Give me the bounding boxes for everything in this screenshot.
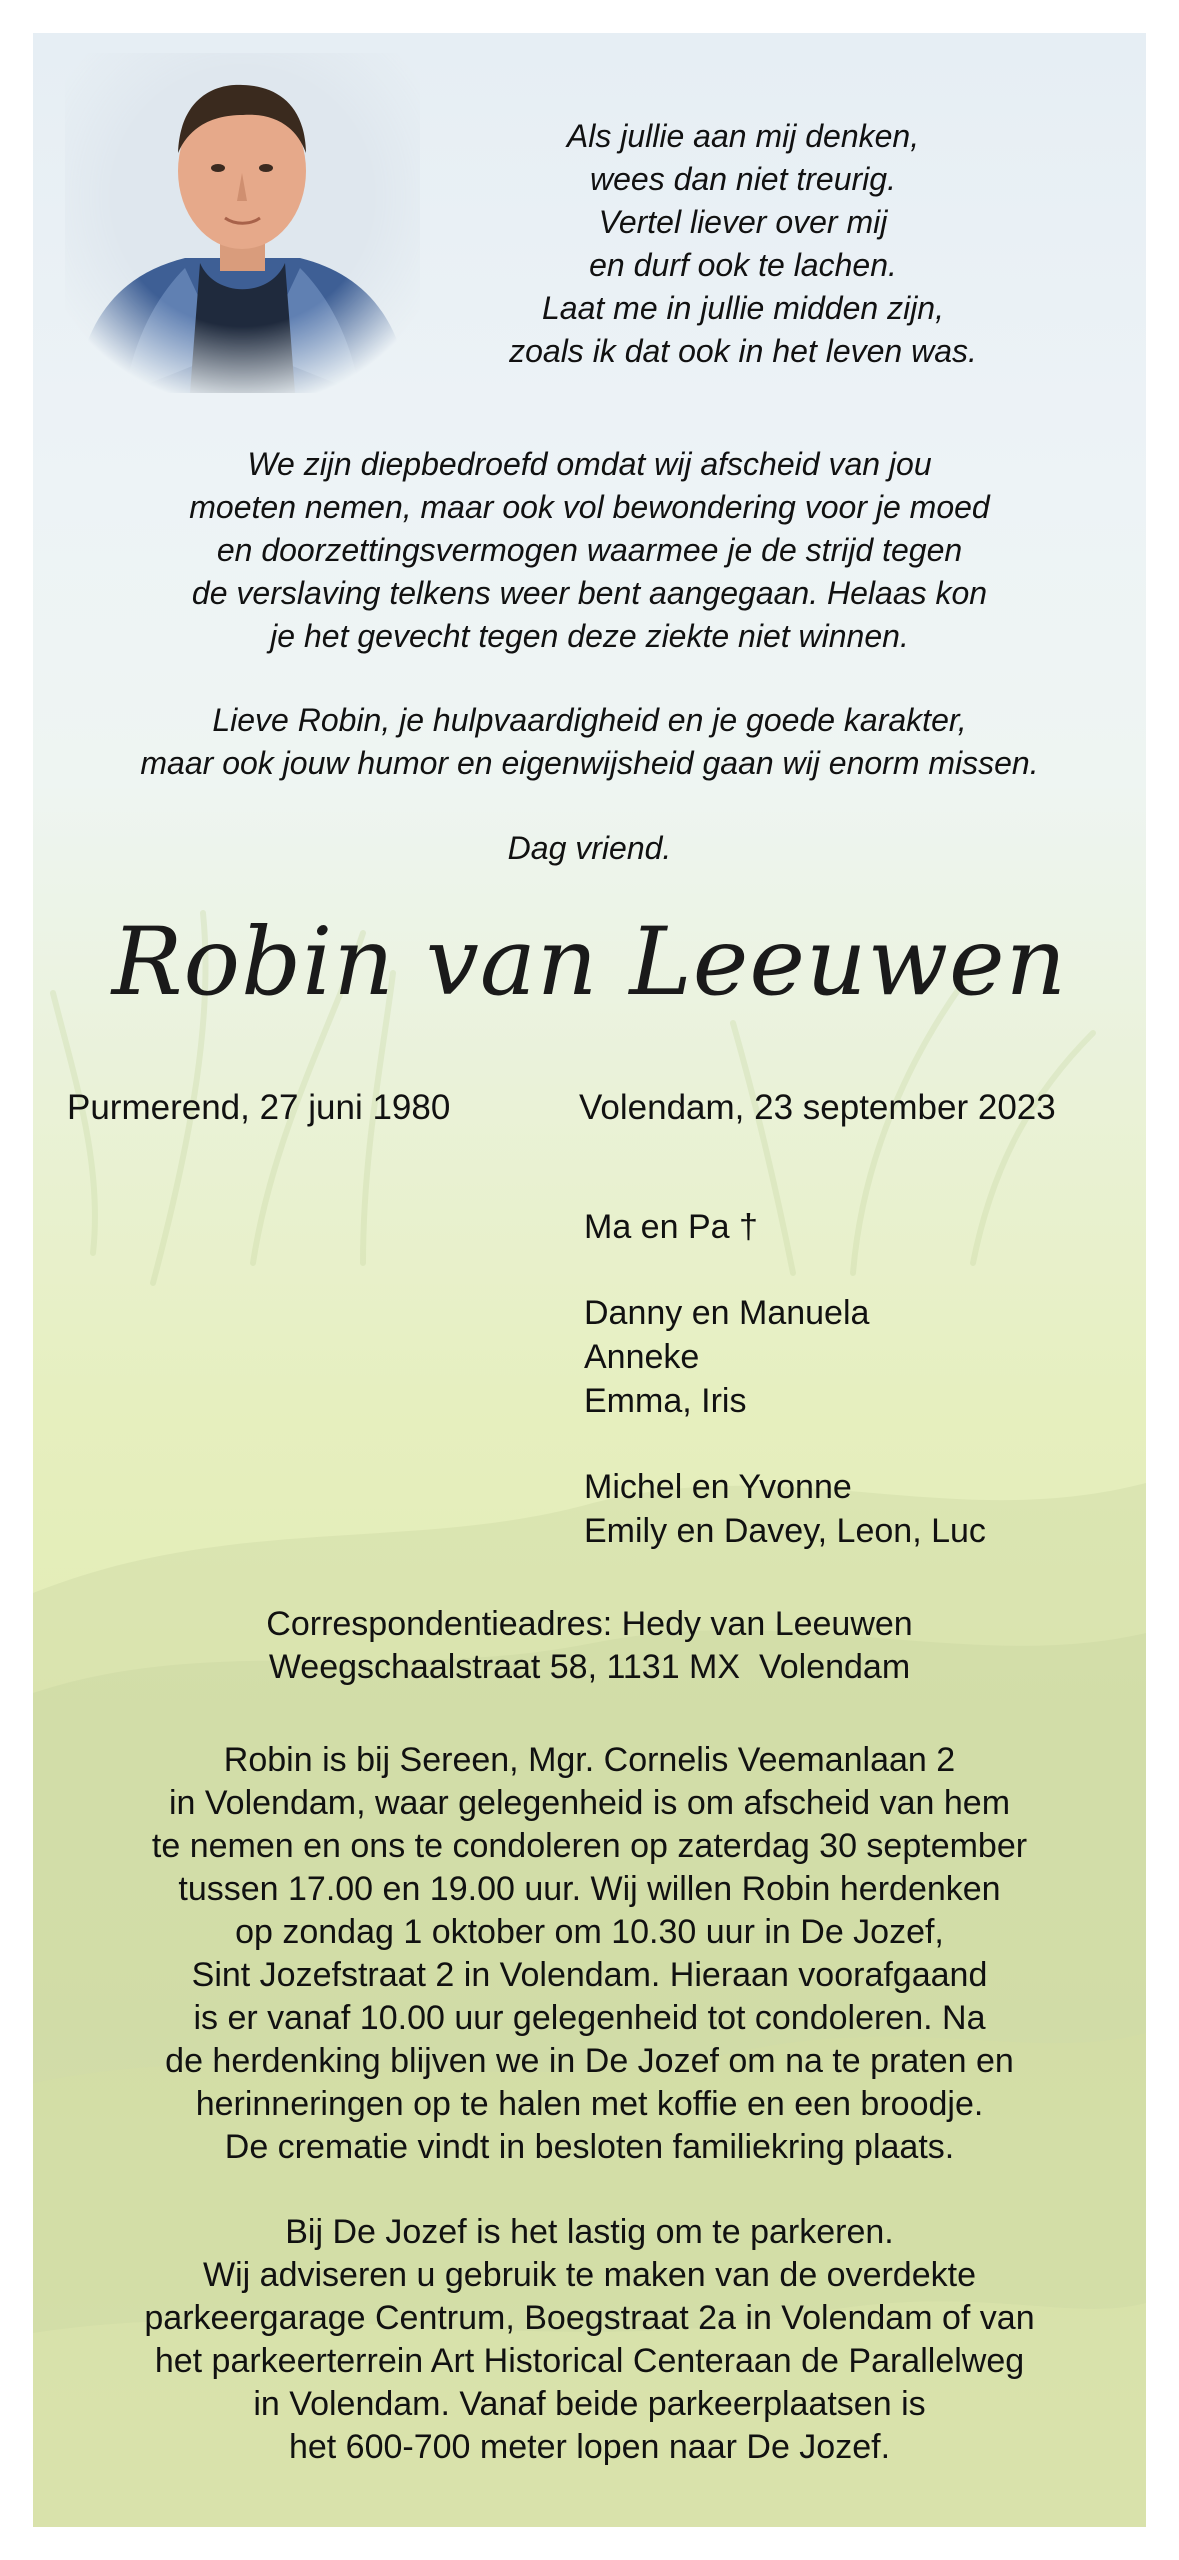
info-line: is er vanaf 10.00 uur gelegenheid tot condoleren. Na [193, 1999, 986, 2037]
address-line: Weegschaalstraat 58, 1131 MX Volendam [268, 1648, 911, 1686]
farewell-line: Dag vriend. [507, 830, 672, 866]
tribute-line: maar ook jouw humor en eigenwijsheid gaan wij enorm missen. [140, 745, 1039, 781]
poem-line: Vertel liever over mij [598, 204, 888, 240]
parking-line: het parkeerterrein Art Historical Centeraan de Parallelweg [154, 2342, 1025, 2380]
info-line: op zondag 1 oktober om 10.30 uur in De Jozef, [235, 1913, 944, 1951]
message-paragraph [53, 443, 1126, 658]
parking-info [53, 2211, 1126, 2469]
family-member: Anneke [584, 1338, 700, 1376]
correspondence-address [53, 1603, 1126, 1689]
family-member: Emma, Iris [584, 1382, 747, 1420]
tribute-paragraph [53, 699, 1126, 785]
tribute-line: Lieve Robin, je hulpvaardigheid en je goede karakter, [212, 702, 967, 738]
family-list [584, 1205, 986, 1553]
family-member: Michel en Yvonne [584, 1468, 852, 1506]
info-line: tussen 17.00 en 19.00 uur. Wij willen Robin herdenken [178, 1870, 1001, 1908]
poem-line: en durf ook te lachen. [589, 247, 897, 283]
parking-line: Wij adviseren u gebruik te maken van de overdekte [203, 2256, 976, 2294]
parking-line: in Volendam. Vanaf beide parkeerplaatsen is [253, 2385, 926, 2423]
farewell-text [53, 827, 1126, 870]
memorial-card [33, 33, 1146, 2527]
family-member: Emily en Davey, Leon, Luc [584, 1512, 986, 1550]
message-line: We zijn diepbedroefd omdat wij afscheid van jou [247, 446, 932, 482]
parking-line: het 600-700 meter lopen naar De Jozef. [288, 2428, 891, 2466]
poem-line: Laat me in jullie midden zijn, [542, 290, 944, 326]
poem-line: zoals ik dat ook in het leven was. [509, 333, 977, 369]
poem [443, 115, 1043, 373]
message-line: de verslaving telkens weer bent aangegaan. Helaas kon [191, 575, 988, 611]
info-line: Sint Jozefstraat 2 in Volendam. Hieraan voorafgaand [191, 1956, 988, 1994]
info-line: de herdenking blijven we in De Jozef om na te praten en [165, 2042, 1014, 2080]
poem-line: wees dan niet treurig. [590, 161, 896, 197]
info-line: De crematie vindt in besloten familiekring plaats. [224, 2128, 955, 2166]
parking-line: parkeergarage Centrum, Boegstraat 2a in Volendam of van [144, 2299, 1035, 2337]
message-line: en doorzettingsvermogen waarmee je de strijd tegen [216, 532, 963, 568]
visitation-info [53, 1739, 1126, 2169]
parking-line: Bij De Jozef is het lastig om te parkeren. [285, 2213, 894, 2251]
death-place-date: Volendam, 23 september 2023 [579, 1088, 1056, 1127]
deceased-name: Robin van Leeuwen [111, 908, 1068, 1017]
info-line: in Volendam, waar gelegenheid is om afscheid van hem [168, 1784, 1011, 1822]
family-member: Danny en Manuela [584, 1294, 870, 1332]
message-line: moeten nemen, maar ook vol bewondering voor je moed [189, 489, 990, 525]
info-line: herinneringen op te halen met koffie en een broodje. [195, 2085, 984, 2123]
family-parents: Ma en Pa † [584, 1208, 758, 1246]
address-line: Correspondentieadres: Hedy van Leeuwen [266, 1605, 913, 1643]
message-line: je het gevecht tegen deze ziekte niet winnen. [270, 618, 909, 654]
info-line: Robin is bij Sereen, Mgr. Cornelis Veemanlaan 2 [223, 1741, 956, 1779]
portrait-photo [65, 53, 420, 393]
birth-place-date: Purmerend, 27 juni 1980 [67, 1088, 451, 1127]
info-line: te nemen en ons te condoleren op zaterdag 30 september [151, 1827, 1028, 1865]
poem-line: Als jullie aan mij denken, [566, 118, 920, 154]
